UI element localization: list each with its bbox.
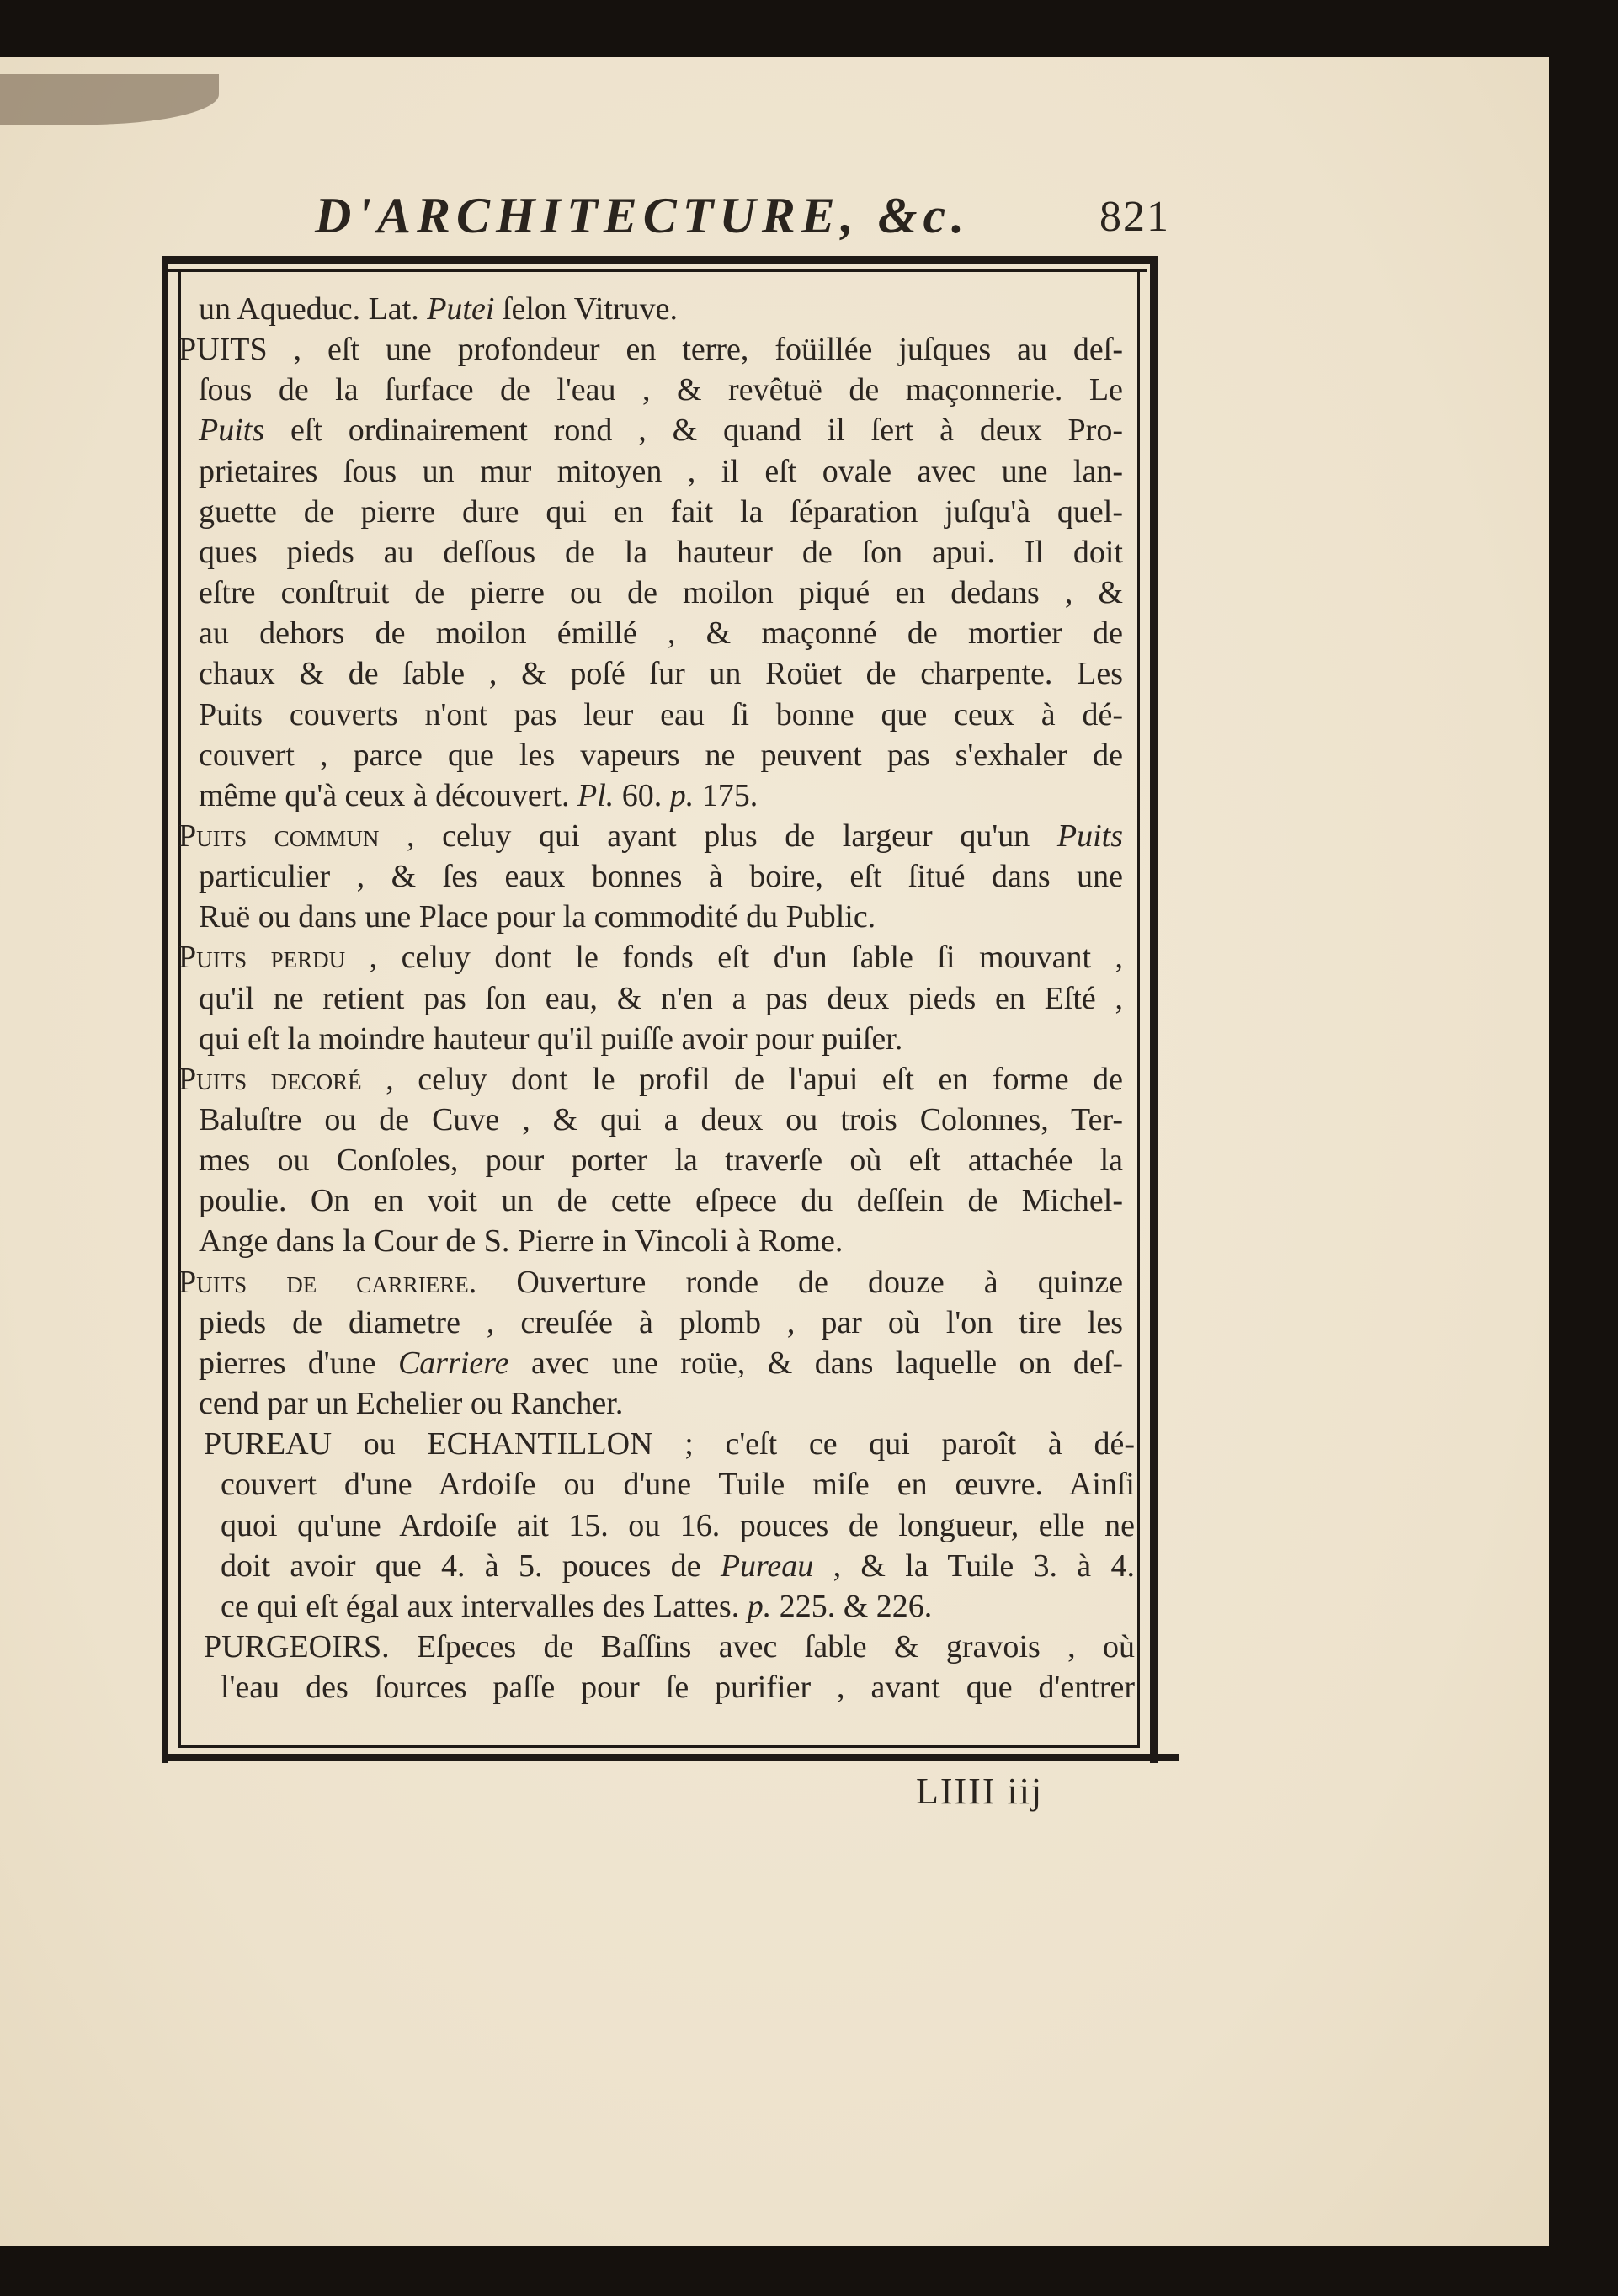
text-segment: pieds de diametre , creuſée à plomb , par où l'on tire les: [199, 1304, 1123, 1340]
entry-line: [204, 1424, 1135, 1464]
text-line: [199, 532, 1123, 573]
text-line: [199, 1100, 1123, 1140]
text-line: [199, 1302, 1123, 1343]
text-segment: 60.: [614, 777, 670, 813]
text-segment: même qu'à ceux à découvert.: [199, 777, 577, 813]
text-line: [221, 1546, 1135, 1586]
text-line: [221, 1464, 1135, 1505]
text-line: [199, 613, 1123, 653]
frame-right-thin: [1137, 269, 1140, 1748]
text-line: [199, 1180, 1123, 1221]
text-line: [199, 1140, 1123, 1180]
italic-text: Pureau: [720, 1548, 814, 1584]
text-segment: Ouverture ronde de douze à quinze: [476, 1264, 1123, 1300]
text-segment: quoi qu'une Ardoiſe ait 15. ou 16. pouces de longueur, elle ne: [221, 1507, 1135, 1543]
text-segment: eſtre conſtruit de pierre ou de moilon piqué en dedans , &: [199, 575, 1123, 611]
text-segment: Ruë ou dans une Place pour la commodité du Public.: [199, 899, 876, 935]
text-line: [199, 1221, 1123, 1261]
text-segment: l'eau des ſources paſſe pour ſe purifier , avant que d'entrer: [221, 1670, 1135, 1706]
text-line: [199, 978, 1123, 1019]
text-segment: Ange dans la Cour de S. Pierre in Vincoli à Rome.: [199, 1223, 844, 1260]
text-segment: particulier , & ſes eaux bonnes à boire, eſt ſitué dans une: [199, 859, 1123, 895]
text-segment: poulie. On en voit un de cette eſpece du deſſein de Michel-: [199, 1183, 1123, 1219]
text-segment: doit avoir que 4. à 5. pouces de: [221, 1548, 721, 1584]
text-segment: cend par un Echelier ou Rancher.: [199, 1386, 624, 1422]
text-segment: Puits couverts n'ont pas leur eau ſi bonne que ceux à dé-: [199, 696, 1123, 732]
frame-bottom-thin: [178, 1745, 1140, 1748]
frame-right-thick: [1150, 256, 1158, 1763]
text-line: [221, 1667, 1135, 1707]
text-segment: Baluſtre ou de Cuve , & qui a deux ou trois Colonnes, Ter-: [199, 1102, 1123, 1137]
italic-text: Carriere: [397, 1345, 509, 1381]
text-line: [199, 451, 1123, 492]
text-line: [199, 653, 1123, 694]
entry-line: [178, 329, 1123, 370]
text-segment: qu'il ne retient pas ſon eau, & n'en a pas deux pieds en Eſté ,: [199, 980, 1123, 1016]
text-segment: ques pieds au deſſous de la hauteur de ſon apui. Il doit: [199, 534, 1123, 570]
text-segment: PURGEOIRS. Eſpeces de Baſſins avec ſable & gravois , où: [204, 1628, 1135, 1665]
text-segment: , celuy qui ayant plus de largeur qu'un: [379, 818, 1057, 854]
text-segment: mes ou Conſoles, pour porter la traverſe où eſt attachée la: [199, 1143, 1123, 1179]
entry-line: [178, 1262, 1123, 1302]
frame-top-thick: [162, 256, 1158, 264]
text-segment: , celuy dont le fonds eſt d'un ſable ſi mouvant ,: [345, 940, 1123, 976]
text-line: [221, 1505, 1135, 1546]
text-segment: 225. & 226.: [771, 1588, 933, 1624]
text-segment: 175.: [694, 777, 758, 813]
entry-term: Puits perdu: [178, 940, 346, 976]
text-segment: , celuy dont le profil de l'apui eſt en forme de: [361, 1061, 1123, 1097]
text-line: [199, 1343, 1123, 1383]
text-segment: eſt ordinairement rond , & quand il ſert à deux Pro-: [264, 413, 1123, 449]
text-line: [199, 735, 1123, 775]
entry-line: [204, 1627, 1135, 1667]
text-segment: chaux & de ſable , & poſé ſur un Roüet de charpente. Les: [199, 656, 1123, 692]
italic-text: Pl.: [577, 777, 615, 813]
text-segment: ce qui eſt égal aux intervalles des Lattes.: [221, 1588, 748, 1624]
text-segment: PUREAU ou ECHANTILLON ; c'eſt ce qui paroît à dé-: [204, 1426, 1135, 1462]
entry-term: Puits decoré: [178, 1061, 362, 1097]
entry-line: [178, 937, 1123, 978]
entry-term: Puits de carriere.: [178, 1264, 477, 1300]
entry-line: [178, 816, 1123, 856]
text-segment: pierres d'une: [199, 1345, 398, 1381]
frame-top-thin: [162, 269, 1147, 272]
text-line: [199, 410, 1123, 450]
italic-text: Putei: [427, 291, 495, 327]
text-segment: prietaires ſous un mur mitoyen , il eſt ovale avec une lan-: [199, 453, 1123, 489]
text-segment: ſous de la ſurface de l'eau , & revêtuë de maçonnerie. Le: [199, 372, 1123, 408]
text-line: [199, 573, 1123, 613]
text-line: [199, 775, 1123, 816]
italic-text: Puits: [1056, 818, 1123, 854]
text-segment: couvert , parce que les vapeurs ne peuvent pas s'exhaler de: [199, 737, 1123, 773]
text-line: [199, 492, 1123, 532]
text-segment: guette de pierre dure qui en fait la ſéparation juſqu'à quel-: [199, 493, 1123, 530]
italic-text: Puits: [199, 413, 265, 449]
frame-left-thin: [178, 269, 181, 1748]
text-segment: ſelon Vitruve.: [494, 291, 679, 327]
entry-line: [178, 1059, 1123, 1100]
frame-bottom-thick: [162, 1754, 1179, 1761]
running-header: D'ARCHITECTURE, &c.: [315, 188, 971, 243]
frame-left-thick: [162, 256, 168, 1763]
text-line: [199, 856, 1123, 897]
text-segment: un Aqueduc. Lat.: [199, 291, 428, 327]
text-line: [199, 897, 1123, 937]
text-segment: PUITS , eſt une profondeur en terre, foüillée juſques au deſ-: [178, 332, 1123, 368]
signature-mark: LIIII iij: [916, 1771, 1044, 1812]
text-segment: avec une roüe, & dans laquelle on deſ-: [508, 1345, 1123, 1381]
text-line: [199, 695, 1123, 735]
page-edge-damage: [0, 74, 219, 125]
page-number: 821: [1099, 193, 1170, 241]
text-segment: couvert d'une Ardoiſe ou d'une Tuile miſe en œuvre. Ainſi: [221, 1467, 1135, 1503]
italic-text: p.: [669, 777, 695, 813]
text-line: [199, 289, 1123, 329]
text-segment: au dehors de moilon émillé , & maçonné de mortier de: [199, 615, 1123, 652]
text-segment: qui eſt la moindre hauteur qu'il puiſſe avoir pour puiſer.: [199, 1020, 903, 1057]
entry-term: Puits commun: [178, 818, 380, 854]
text-line: [221, 1586, 1135, 1627]
text-line: [199, 370, 1123, 410]
italic-text: p.: [747, 1588, 772, 1624]
text-segment: , & la Tuile 3. à 4.: [813, 1548, 1135, 1584]
text-line: [199, 1383, 1123, 1424]
text-line: [199, 1019, 1123, 1059]
